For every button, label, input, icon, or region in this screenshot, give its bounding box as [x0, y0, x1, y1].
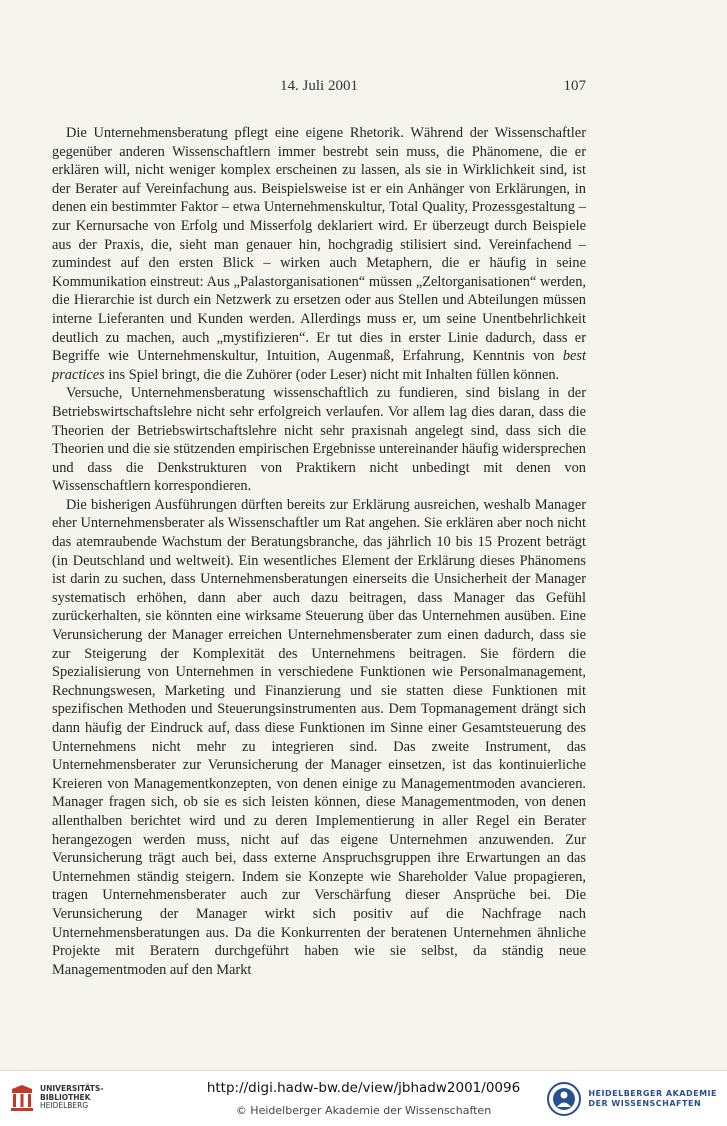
digitization-footer: [0, 1070, 727, 1126]
academy-name: [588, 1089, 717, 1109]
permalink-url[interactable]: http://digi.hadw-bw.de/view/jbhadw2001/0096: [206, 1080, 521, 1096]
running-head-date: 14. Juli 2001: [280, 78, 358, 94]
library-name-line-3: HEIDELBERG: [40, 1101, 89, 1111]
academy-seal-icon: [546, 1081, 582, 1117]
academy-name-line-1: HEIDELBERGER AKADEMIE: [588, 1089, 717, 1098]
paragraph-1-tail: ins Spiel bringt, die die Zuhörer (oder Leser) nicht mit Inhalten füllen können.: [104, 366, 560, 383]
academy-name-line-2: DER WISSENSCHAFTEN: [588, 1099, 702, 1108]
running-head: [52, 78, 586, 98]
paragraph-1: [52, 124, 586, 384]
library-name-line-1: UNIVERSITÄTS-: [40, 1084, 104, 1094]
paragraph-3: Die bisherigen Ausführungen dürften bereits zur Erklärung ausreichen, weshalb Manager eher Unternehmensberater als Wissenschaftler um Rat angehen. Sie erklären aber noch nicht das atemraubende Wachstum der Beratungsbranche, das jährlich 10 bis 15 Prozent beträgt (in Deutschland und weltweit). Ein wesentliches Element der Erklärung dieses Phänomens ist darin zu suchen, dass Unternehmensberatungen einerseits die Unsicherheit der Manager systematisch erhöhen, dann aber auch dazu beitragen, dass Manager das Gefühl zurückerhalten, sie könnten eine wirksame Steuerung über das Unternehmen ausüben. Eine Verunsicherung der Manager erreichen Unternehmensberater zum einen dadurch, dass sie zur Steigerung der Komplexität des Unternehmens beitragen. Sie fördern die Spezialisierung von Unternehmen in verschiedene Funktionen wie Personalmanagement, Rechnungswesen, Marketing und Finanzierung und sie statten diese Funktionen mit spezifischen Methoden und Steuerungsinstrumenten aus. Dem Topmanagement drängt sich dann häufig der Eindruck auf, dass diese Funktionen im Sinne einer Gesamtsteuerung des Unternehmens nicht mehr zu integrieren sind. Das zweite Instrument, das Unternehmensberater zur Verunsicherung der Manager einsetzen, ist das kontinuierliche Kreieren von Managementkonzepten, von denen einige zu Managementmoden avancieren. Manager fragen sich, ob sie es sich leisten können, diese Managementmoden, von denen allenthalben berichtet wird und zu deren Implementierung in aller Regel ein Berater herangezogen werden muss, nicht auf das eigene Unternehmen anzuwenden. Zur Verunsicherung trägt auch bei, dass externe Anspruchsgruppen ihre Erwartungen an das Unternehmen ständig steigern. Indem sie Konzepte wie Shareholder Value propagieren, tragen Unternehmensberater auch zur Verschärfung dieser Ansprüche bei. Die Verunsicherung der Manager wirkt sich positiv auf die Nachfrage nach Unternehmensberatungen aus. Da die Konkurrenten der beratenen Unternehmen ähnliche Projekte mit Beratern durchgeführt haben wie sie selbst, da ständig neue Managementmoden auf den Markt: [52, 496, 586, 978]
library-name-line-2: BIBLIOTHEK: [40, 1092, 91, 1102]
academy-logo[interactable]: [546, 1081, 717, 1117]
page-number: 107: [563, 78, 586, 94]
body-text: [52, 124, 586, 979]
paragraph-1-italic: best practices: [52, 348, 586, 383]
copyright-notice: © Heidelberger Akademie der Wissenschaften: [235, 1104, 492, 1117]
paragraph-2: Versuche, Unternehmensberatung wissenschaftlich zu fundieren, sind bislang in der Betriebswirtschaftslehre nicht sehr erfolgreich verlaufen. Vor allem lag dies daran, dass die Theorien der Betriebswirtschaftslehre nicht sehr praxisnah angelegt sind, dass sich die Theorien und die sie stützenden empirischen Ergebnisse untereinander häufig widersprechen und dass die Denkstrukturen von Praktikern nicht unbedingt mit denen von Wissenschaftlern korrespondieren.: [52, 385, 586, 495]
paragraph-1-text: Die Unternehmensberatung pflegt eine eigene Rhetorik. Während der Wissenschaftler gegenüber anderen Wissenschaftlern immer bestrebt sein muss, die Phänomene, die er erklären will, nicht weniger komplex erscheinen zu lassen, als sie in Wirklichkeit sind, ist der Berater auf Vereinfachung aus. Beispielsweise ist er ein Anhänger von Erklärungen, in denen ein bestimmter Faktor – etwa Unternehmenskultur, Total Quality, Prozessgestaltung – zur Kernursache von Erfolg und Misserfolg deklariert wird. Er überzeugt durch Beispiele aus der Praxis, die, sieht man genauer hin, hochgradig stilisiert sind. Vereinfachend – zumindest auf den ersten Blick – wirken auch Metaphern, die er häufig in seine Kommunikation einstreut: Aus „Palastorganisationen“ müssen „Zeltorganisationen“ werden, die Hierarchie ist durch ein Netzwerk zu ersetzen oder aus Stellen und Abteilungen müssen interne Lieferanten und Kunden werden. Allerdings muss er, um seine Unentbehrlichkeit deutlich zu machen, auch „mystifizieren“. Er tut dies in erster Linie dadurch, dass er Begriffe wie Unternehmenskultur, Intuition, Augenmaß, Erfahrung, Kenntnis von: [52, 125, 586, 365]
